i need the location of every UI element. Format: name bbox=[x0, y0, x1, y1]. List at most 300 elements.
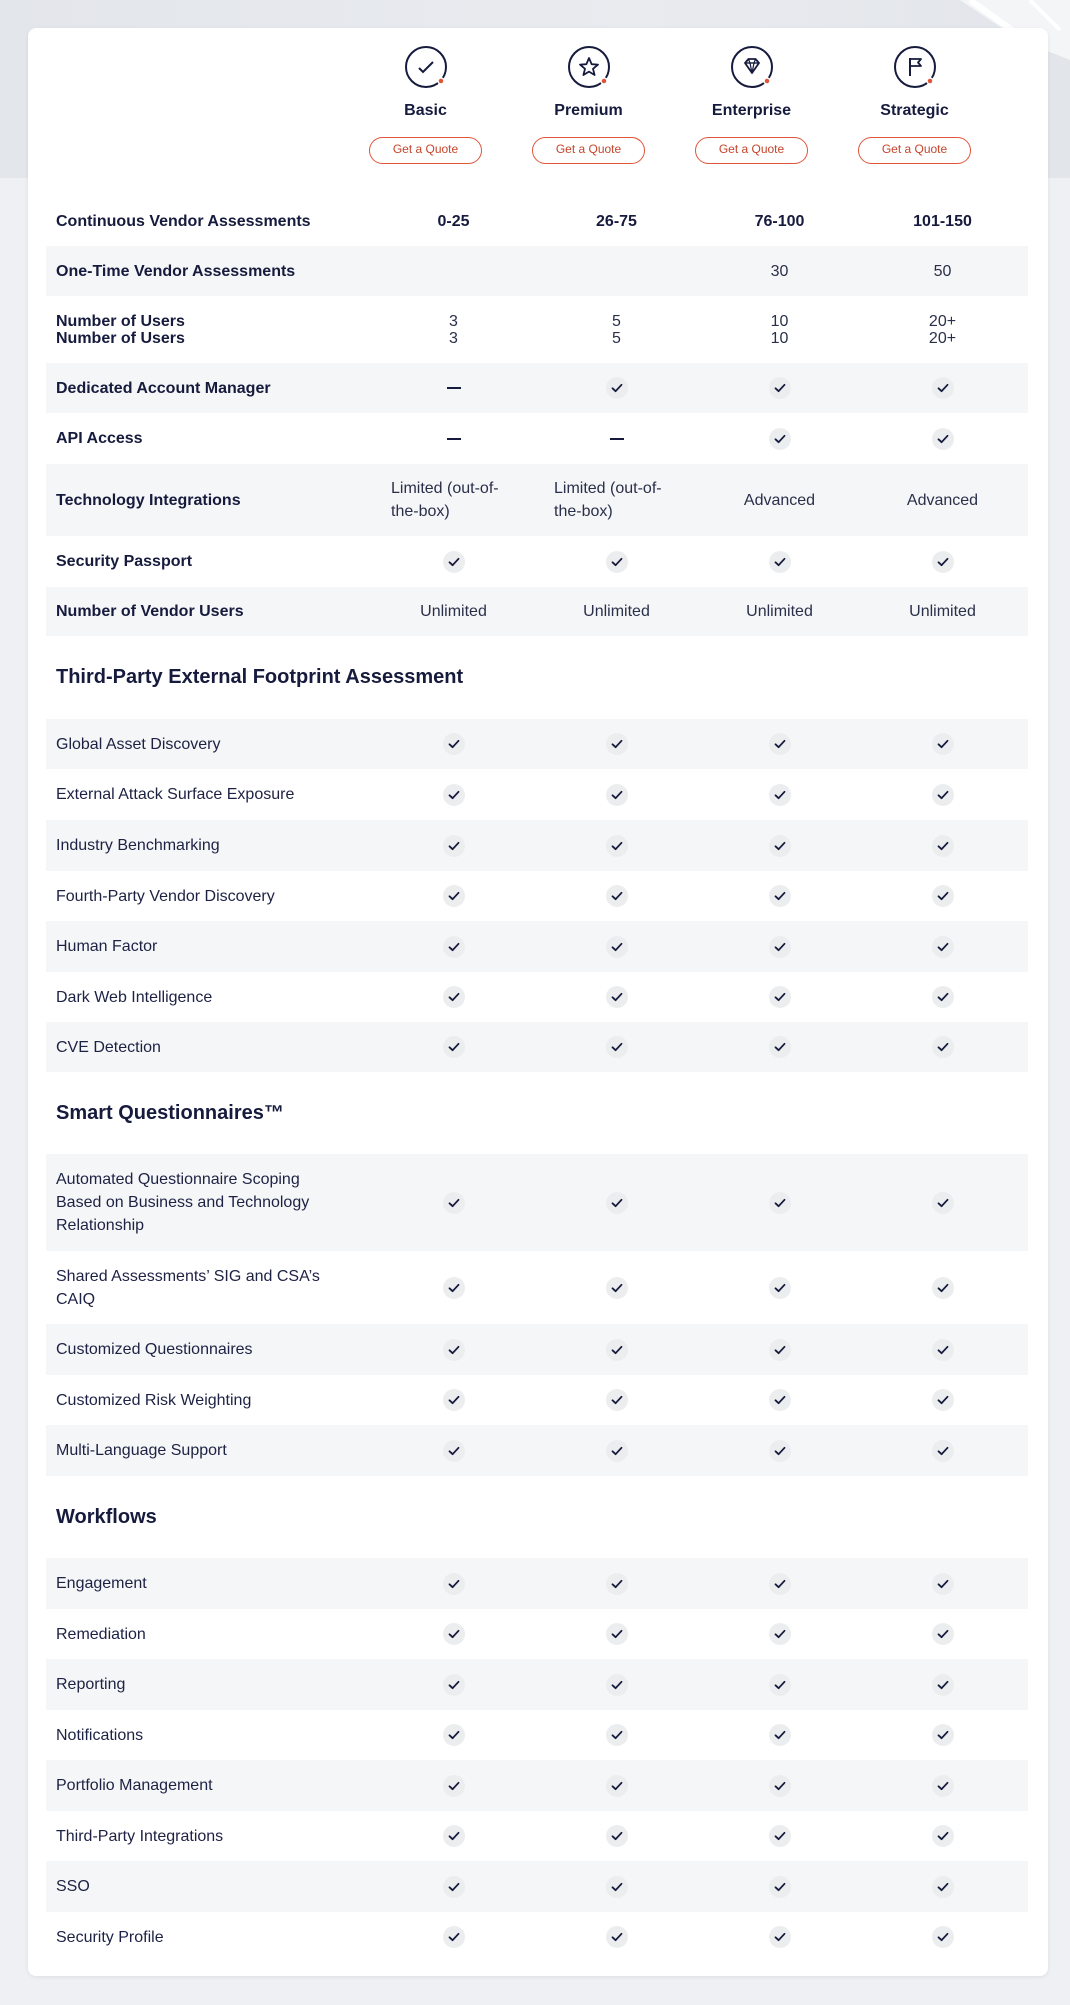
check-icon bbox=[606, 1674, 628, 1696]
check-icon bbox=[932, 733, 954, 755]
plans-header bbox=[46, 28, 1028, 196]
table-cell bbox=[698, 1825, 861, 1847]
table-cell bbox=[372, 1825, 535, 1847]
check-icon bbox=[932, 784, 954, 806]
table-cell bbox=[372, 551, 535, 573]
check-icon bbox=[606, 1825, 628, 1847]
flag-icon bbox=[893, 45, 937, 89]
table-row bbox=[46, 921, 1028, 972]
plan-name: Enterprise bbox=[711, 102, 792, 119]
table-cell bbox=[698, 936, 861, 958]
table-cell bbox=[698, 551, 861, 573]
table-cell bbox=[861, 489, 1024, 512]
check-icon bbox=[769, 936, 791, 958]
row-label: External Attack Surface Exposure bbox=[56, 786, 295, 803]
row-label: Industry Benchmarking bbox=[56, 837, 220, 854]
dash-icon bbox=[610, 438, 624, 440]
table-cell bbox=[535, 377, 698, 399]
row-label bbox=[46, 427, 372, 450]
table-cell bbox=[698, 1192, 861, 1214]
check-icon bbox=[443, 1440, 465, 1462]
check-icon bbox=[606, 1036, 628, 1058]
table-cell bbox=[861, 1724, 1024, 1746]
cell-value: 101-150 bbox=[913, 212, 972, 230]
table-cell bbox=[535, 1440, 698, 1462]
table-cell bbox=[698, 1724, 861, 1746]
core-features bbox=[46, 196, 1028, 636]
table-cell bbox=[861, 1389, 1024, 1411]
table-cell bbox=[861, 1339, 1024, 1361]
table-row bbox=[46, 196, 1028, 246]
table-cell bbox=[698, 489, 861, 512]
table-cell bbox=[861, 1926, 1024, 1948]
table-cell bbox=[861, 885, 1024, 907]
row-label-text: Security Passport bbox=[56, 553, 193, 570]
row-label-text: Number of Vendor Users bbox=[56, 603, 244, 620]
row-label-text: One-Time Vendor Assessments bbox=[56, 262, 296, 280]
check-icon bbox=[769, 428, 791, 450]
check-icon bbox=[606, 885, 628, 907]
table-cell bbox=[535, 784, 698, 806]
check-icon bbox=[932, 885, 954, 907]
row-label-text: Technology Integrations bbox=[56, 491, 241, 509]
check-icon bbox=[932, 986, 954, 1008]
check-icon bbox=[769, 1876, 791, 1898]
table-row bbox=[46, 1022, 1028, 1072]
table-cell bbox=[535, 835, 698, 857]
check-icon bbox=[769, 1192, 791, 1214]
check-icon bbox=[769, 1724, 791, 1746]
table-cell bbox=[535, 1775, 698, 1797]
row-label: Dark Web Intelligence bbox=[56, 988, 213, 1006]
check-icon bbox=[606, 1724, 628, 1746]
check-icon bbox=[606, 936, 628, 958]
cell-value: 20+ bbox=[928, 312, 957, 330]
table-cell bbox=[372, 835, 535, 857]
row-label bbox=[46, 210, 372, 233]
table-row bbox=[46, 972, 1028, 1022]
table-cell bbox=[535, 936, 698, 958]
row-label bbox=[46, 489, 372, 512]
check-icon bbox=[932, 551, 954, 573]
check-icon bbox=[443, 1775, 465, 1797]
table-cell bbox=[698, 1623, 861, 1645]
table-cell bbox=[372, 1389, 535, 1411]
row-label: CVE Detection bbox=[56, 1038, 161, 1056]
row-label: Third-Party Integrations bbox=[56, 1827, 224, 1845]
check-icon bbox=[443, 784, 465, 806]
plan-name: Strategic bbox=[880, 102, 949, 119]
table-cell bbox=[861, 1573, 1024, 1595]
table-cell bbox=[372, 1876, 535, 1898]
table-cell bbox=[698, 784, 861, 806]
table-cell bbox=[372, 1724, 535, 1746]
table-cell bbox=[861, 835, 1024, 857]
cell-value: 76-100 bbox=[754, 212, 805, 230]
row-label-text: API Access bbox=[56, 430, 143, 447]
table-cell bbox=[698, 733, 861, 755]
table-cell bbox=[698, 1674, 861, 1696]
get-a-quote-button[interactable]: Get a Quote bbox=[695, 137, 808, 164]
pricing-comparison-card bbox=[28, 28, 1048, 1976]
table-cell bbox=[372, 1573, 535, 1595]
check-icon bbox=[606, 1775, 628, 1797]
check-icon bbox=[932, 1674, 954, 1696]
cell-value: Unlimited bbox=[909, 603, 976, 620]
check-icon bbox=[769, 1926, 791, 1948]
table-cell bbox=[535, 986, 698, 1008]
check-icon bbox=[769, 1440, 791, 1462]
row-label: Shared Assessments’ SIG and CSA’s CAIQ bbox=[56, 1267, 320, 1308]
check-icon bbox=[443, 1623, 465, 1645]
dash-icon bbox=[447, 438, 461, 440]
check-icon bbox=[443, 1389, 465, 1411]
check-icon bbox=[769, 1277, 791, 1299]
table-cell bbox=[861, 1825, 1024, 1847]
table-cell bbox=[861, 600, 1024, 623]
row-label-line: Number of Users bbox=[56, 312, 185, 330]
cell-value: Advanced bbox=[906, 491, 979, 509]
table-cell bbox=[372, 1775, 535, 1797]
check-icon bbox=[769, 377, 791, 399]
check-icon bbox=[443, 1192, 465, 1214]
table-cell bbox=[861, 733, 1024, 755]
check-icon bbox=[443, 551, 465, 573]
row-label: Global Asset Discovery bbox=[56, 735, 221, 753]
table-row bbox=[46, 1154, 1028, 1251]
table-cell bbox=[861, 1277, 1024, 1299]
row-label bbox=[46, 313, 372, 347]
row-label: Fourth-Party Vendor Discovery bbox=[56, 887, 275, 905]
plan-name: Basic bbox=[404, 102, 447, 119]
table-row bbox=[46, 1609, 1028, 1659]
check-icon bbox=[769, 1036, 791, 1058]
table-cell bbox=[698, 1440, 861, 1462]
check-icon bbox=[443, 1339, 465, 1361]
table-cell bbox=[861, 313, 1024, 347]
row-label bbox=[46, 550, 372, 573]
check-icon bbox=[769, 885, 791, 907]
row-label-line: Number of Users bbox=[56, 329, 185, 347]
check-icon bbox=[443, 936, 465, 958]
table-row bbox=[46, 1710, 1028, 1760]
table-cell bbox=[535, 600, 698, 623]
check-icon bbox=[932, 1876, 954, 1898]
check-icon bbox=[932, 428, 954, 450]
row-label-text: Continuous Vendor Assessments bbox=[56, 212, 311, 230]
check-icon bbox=[606, 377, 628, 399]
row-label-text: Dedicated Account Manager bbox=[56, 379, 271, 397]
cell-value: 50 bbox=[933, 262, 952, 280]
row-label: Remediation bbox=[56, 1625, 146, 1643]
table-cell bbox=[372, 1926, 535, 1948]
table-row bbox=[46, 363, 1028, 413]
check-icon bbox=[769, 1825, 791, 1847]
table-cell bbox=[535, 1876, 698, 1898]
check-icon bbox=[443, 835, 465, 857]
check-icon bbox=[606, 835, 628, 857]
plan-name: Premium bbox=[554, 102, 623, 119]
cell-value: Advanced bbox=[743, 491, 816, 509]
table-row bbox=[46, 1324, 1028, 1375]
table-cell bbox=[372, 1674, 535, 1696]
check-icon bbox=[769, 1674, 791, 1696]
row-label: Reporting bbox=[56, 1676, 126, 1693]
table-cell bbox=[535, 551, 698, 573]
cell-stack bbox=[449, 313, 458, 347]
table-cell bbox=[535, 1192, 698, 1214]
check-icon bbox=[443, 1674, 465, 1696]
row-label: Customized Risk Weighting bbox=[56, 1391, 252, 1409]
table-cell bbox=[698, 428, 861, 450]
table-row bbox=[46, 820, 1028, 871]
check-icon bbox=[769, 1775, 791, 1797]
table-cell bbox=[372, 1623, 535, 1645]
table-row bbox=[46, 1760, 1028, 1811]
dash-icon bbox=[447, 387, 461, 389]
table-cell bbox=[698, 600, 861, 623]
table-cell bbox=[698, 1339, 861, 1361]
cell-stack bbox=[771, 313, 789, 347]
check-icon bbox=[932, 1926, 954, 1948]
check-icon bbox=[606, 784, 628, 806]
table-cell bbox=[698, 377, 861, 399]
check-icon bbox=[932, 1389, 954, 1411]
cell-value: Unlimited bbox=[746, 603, 813, 620]
table-row bbox=[46, 587, 1028, 636]
check-icon bbox=[932, 936, 954, 958]
cell-value: Unlimited bbox=[420, 603, 487, 620]
cell-value: 0-25 bbox=[437, 212, 470, 230]
cell-value: Unlimited bbox=[583, 603, 650, 620]
check-icon bbox=[769, 1389, 791, 1411]
check-icon bbox=[932, 835, 954, 857]
check-icon bbox=[932, 377, 954, 399]
check-icon bbox=[606, 1573, 628, 1595]
cell-value: 5 bbox=[612, 329, 621, 347]
check-icon bbox=[932, 1573, 954, 1595]
comparison-table bbox=[46, 28, 1028, 1962]
section-title: Workflows bbox=[56, 1505, 157, 1528]
row-label bbox=[46, 377, 372, 400]
table-cell bbox=[698, 1775, 861, 1797]
cell-value: 10 bbox=[770, 329, 789, 347]
table-cell bbox=[861, 1876, 1024, 1898]
diamond-icon bbox=[730, 45, 774, 89]
table-cell bbox=[535, 1724, 698, 1746]
row-label: Notifications bbox=[56, 1726, 144, 1744]
check-icon bbox=[932, 1623, 954, 1645]
check-icon bbox=[606, 1277, 628, 1299]
check-icon bbox=[443, 1036, 465, 1058]
table-cell bbox=[535, 1036, 698, 1058]
cell-value: 30 bbox=[770, 262, 789, 280]
check-icon bbox=[932, 1440, 954, 1462]
table-cell bbox=[535, 1389, 698, 1411]
table-cell bbox=[698, 1277, 861, 1299]
get-a-quote-button[interactable]: Get a Quote bbox=[532, 137, 645, 164]
table-row bbox=[46, 719, 1028, 769]
table-cell bbox=[535, 1339, 698, 1361]
table-cell bbox=[535, 1674, 698, 1696]
star-icon bbox=[567, 45, 611, 89]
check-icon bbox=[769, 1339, 791, 1361]
table-cell bbox=[372, 210, 535, 233]
check-icon bbox=[443, 1277, 465, 1299]
table-cell bbox=[372, 1036, 535, 1058]
cell-value: 5 bbox=[612, 312, 621, 330]
cell-value: 3 bbox=[449, 312, 458, 330]
table-cell bbox=[861, 1674, 1024, 1696]
table-cell bbox=[535, 885, 698, 907]
table-cell bbox=[698, 210, 861, 233]
table-cell bbox=[698, 1036, 861, 1058]
check-icon bbox=[932, 1775, 954, 1797]
table-cell bbox=[535, 313, 698, 347]
check-icon bbox=[769, 986, 791, 1008]
table-row bbox=[46, 1659, 1028, 1710]
row-label: Human Factor bbox=[56, 938, 158, 955]
cell-value: 26-75 bbox=[596, 212, 637, 230]
check-icon bbox=[443, 1926, 465, 1948]
check-icon bbox=[606, 986, 628, 1008]
table-cell bbox=[698, 885, 861, 907]
cell-value: Limited (out-of-the-box) bbox=[391, 480, 499, 520]
table-cell bbox=[861, 1036, 1024, 1058]
row-label: Portfolio Management bbox=[56, 1777, 213, 1794]
table-cell bbox=[861, 784, 1024, 806]
table-cell bbox=[698, 260, 861, 283]
table-row bbox=[46, 464, 1028, 536]
table-cell bbox=[698, 1389, 861, 1411]
check-icon bbox=[606, 1440, 628, 1462]
row-label bbox=[46, 600, 372, 623]
check-icon bbox=[932, 1277, 954, 1299]
check-icon bbox=[443, 986, 465, 1008]
get-a-quote-button[interactable]: Get a Quote bbox=[369, 137, 482, 164]
table-cell bbox=[372, 986, 535, 1008]
row-label: Engagement bbox=[56, 1575, 147, 1592]
table-cell bbox=[372, 885, 535, 907]
check-icon bbox=[932, 1724, 954, 1746]
table-cell bbox=[535, 438, 698, 440]
table-row bbox=[46, 1811, 1028, 1861]
section-title: Smart Questionnaires™ bbox=[56, 1101, 284, 1124]
check-icon bbox=[443, 1724, 465, 1746]
check-icon bbox=[932, 1192, 954, 1214]
table-cell bbox=[861, 551, 1024, 573]
table-cell bbox=[535, 1926, 698, 1948]
table-cell bbox=[698, 313, 861, 347]
check-icon bbox=[606, 733, 628, 755]
plan-enterprise bbox=[670, 45, 833, 164]
table-cell bbox=[372, 313, 535, 347]
row-label: Multi-Language Support bbox=[56, 1442, 227, 1459]
check-icon bbox=[606, 1192, 628, 1214]
check-icon bbox=[606, 1876, 628, 1898]
check-icon bbox=[769, 835, 791, 857]
table-cell bbox=[698, 1876, 861, 1898]
table-cell bbox=[535, 477, 698, 523]
table-cell bbox=[861, 1775, 1024, 1797]
check-icon bbox=[443, 1825, 465, 1847]
row-label: Automated Questionnaire Scoping Based on Business and Technology Relationship bbox=[56, 1171, 310, 1234]
feature-sections bbox=[46, 636, 1028, 1962]
table-row bbox=[46, 413, 1028, 464]
table-row bbox=[46, 871, 1028, 921]
check-icon bbox=[443, 733, 465, 755]
table-row bbox=[46, 1251, 1028, 1324]
check-icon bbox=[769, 551, 791, 573]
check-icon bbox=[932, 1036, 954, 1058]
table-row bbox=[46, 296, 1028, 363]
table-cell bbox=[861, 936, 1024, 958]
check-icon bbox=[606, 1339, 628, 1361]
table-row bbox=[46, 536, 1028, 587]
plan-basic bbox=[344, 45, 507, 164]
check-icon bbox=[769, 1623, 791, 1645]
cell-value: 20+ bbox=[928, 329, 957, 347]
table-cell bbox=[535, 1825, 698, 1847]
table-cell bbox=[535, 1623, 698, 1645]
table-cell bbox=[372, 477, 535, 523]
table-row bbox=[46, 1912, 1028, 1962]
table-cell bbox=[372, 936, 535, 958]
table-cell bbox=[535, 1277, 698, 1299]
table-cell bbox=[535, 733, 698, 755]
check-icon bbox=[606, 551, 628, 573]
table-cell bbox=[372, 733, 535, 755]
plan-premium bbox=[507, 45, 670, 164]
check-icon bbox=[932, 1825, 954, 1847]
table-cell bbox=[372, 1277, 535, 1299]
table-row bbox=[46, 1425, 1028, 1476]
section-title: Third-Party External Footprint Assessment bbox=[56, 666, 464, 688]
row-label: Customized Questionnaires bbox=[56, 1341, 253, 1358]
check-icon bbox=[606, 1389, 628, 1411]
feature-section bbox=[46, 1476, 1028, 1962]
cell-stack bbox=[612, 313, 621, 347]
get-a-quote-button[interactable]: Get a Quote bbox=[858, 137, 971, 164]
feature-section bbox=[46, 1072, 1028, 1476]
table-cell bbox=[698, 1573, 861, 1595]
table-cell bbox=[861, 986, 1024, 1008]
table-cell bbox=[372, 387, 535, 389]
table-cell bbox=[861, 1192, 1024, 1214]
table-cell bbox=[861, 1623, 1024, 1645]
check-badge-icon bbox=[404, 45, 448, 89]
cell-value: 3 bbox=[449, 329, 458, 347]
table-row bbox=[46, 1558, 1028, 1609]
table-cell bbox=[861, 1440, 1024, 1462]
table-cell bbox=[535, 210, 698, 233]
table-cell bbox=[372, 600, 535, 623]
table-cell bbox=[372, 438, 535, 440]
table-cell bbox=[861, 377, 1024, 399]
row-label: Security Profile bbox=[56, 1928, 164, 1946]
table-cell bbox=[861, 210, 1024, 233]
table-row bbox=[46, 1375, 1028, 1425]
row-label: SSO bbox=[56, 1878, 90, 1895]
table-cell bbox=[372, 1440, 535, 1462]
table-row bbox=[46, 769, 1028, 820]
table-cell bbox=[372, 1339, 535, 1361]
table-cell bbox=[698, 1926, 861, 1948]
cell-value: 10 bbox=[770, 312, 789, 330]
table-row bbox=[46, 1861, 1028, 1912]
check-icon bbox=[606, 1623, 628, 1645]
plan-strategic bbox=[833, 45, 996, 164]
